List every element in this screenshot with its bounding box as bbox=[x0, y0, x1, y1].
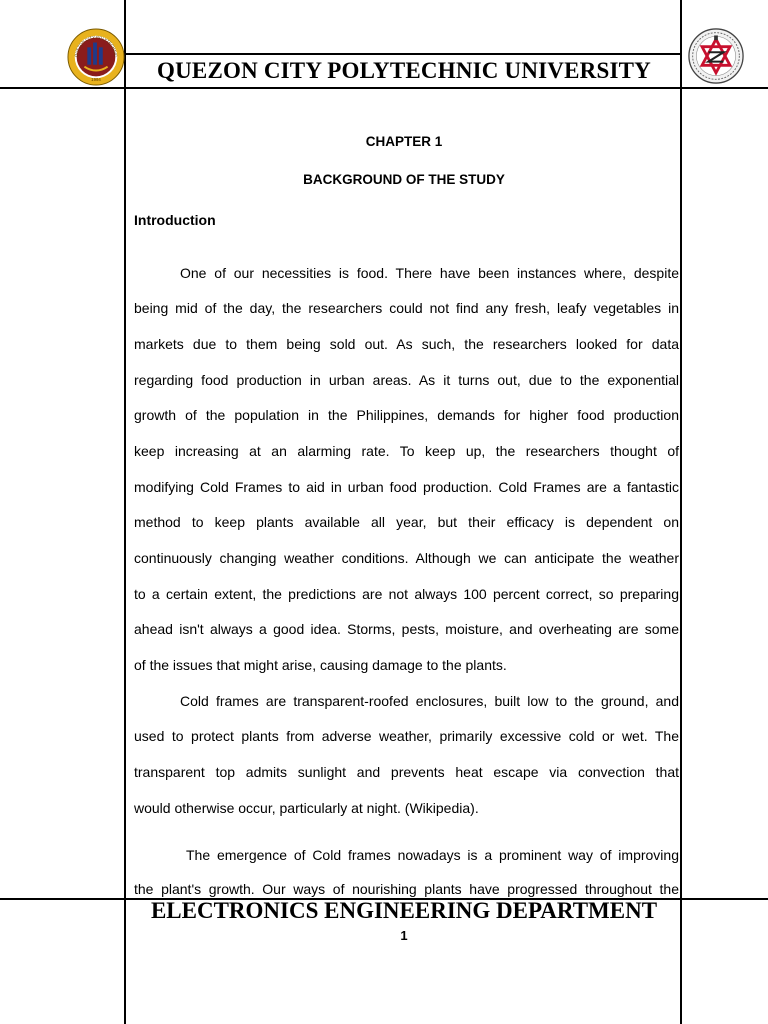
seal-year: 1994 bbox=[91, 77, 101, 83]
department-emblem-logo bbox=[688, 28, 744, 84]
frame-left-line bbox=[124, 0, 126, 1024]
body-line: would otherwise occur, particularly at night. (Wikipedia). bbox=[134, 800, 479, 816]
body-line: continuously changing weather conditions. Although we can anticipate the weather bbox=[134, 550, 679, 566]
university-seal-logo bbox=[67, 28, 125, 86]
body-line: ahead isn't always a good idea. Storms, pests, moisture, and overheating are some bbox=[134, 621, 679, 637]
header-rule-upper bbox=[124, 53, 682, 55]
department-title: ELECTRONICS ENGINEERING DEPARTMENT bbox=[150, 898, 658, 923]
body-line: modifying Cold Frames to aid in urban food production. Cold Frames are a fantastic bbox=[134, 479, 679, 495]
body-line: markets due to them being sold out. As such, the researchers looked for data bbox=[134, 336, 679, 352]
section-heading: Introduction bbox=[134, 212, 216, 228]
body-line: keep increasing at an alarming rate. To keep up, the researchers thought of bbox=[134, 443, 679, 459]
body-line: being mid of the day, the researchers could not find any fresh, leafy vegetables in bbox=[134, 300, 679, 316]
body-line: method to keep plants available all year, but their efficacy is dependent on bbox=[134, 514, 679, 530]
page-number: 1 bbox=[400, 928, 408, 943]
body-line: regarding food production in urban areas. As it turns out, due to the exponential bbox=[134, 372, 679, 388]
body-line: transparent top admits sunlight and prevents heat escape via convection that bbox=[134, 764, 679, 780]
university-title: QUEZON CITY POLYTECHNIC UNIVERSITY bbox=[157, 58, 651, 83]
header-rule-lower bbox=[0, 87, 768, 89]
body-line: Cold frames are transparent-roofed enclosures, built low to the ground, and bbox=[180, 693, 679, 709]
body-line: the plant's growth. Our ways of nourishing plants have progressed throughout the bbox=[134, 881, 679, 897]
body-line: to a certain extent, the predictions are not always 100 percent correct, so preparing bbox=[134, 586, 679, 602]
body-line: One of our necessities is food. There have been instances where, despite bbox=[180, 265, 679, 281]
body-line: used to protect plants from adverse weather, primarily excessive cold or wet. The bbox=[134, 728, 679, 744]
frame-right-line bbox=[680, 0, 682, 1024]
chapter-number: CHAPTER 1 bbox=[365, 134, 443, 149]
body-line: The emergence of Cold frames nowadays is a prominent way of improving bbox=[186, 847, 679, 863]
chapter-title: BACKGROUND OF THE STUDY bbox=[303, 172, 505, 187]
seal-arc-text: QUEZON CITY POLYTECHNIC bbox=[73, 34, 119, 58]
body-line: of the issues that might arise, causing damage to the plants. bbox=[134, 657, 507, 673]
body-line: growth of the population in the Philippines, demands for higher food production bbox=[134, 407, 679, 423]
